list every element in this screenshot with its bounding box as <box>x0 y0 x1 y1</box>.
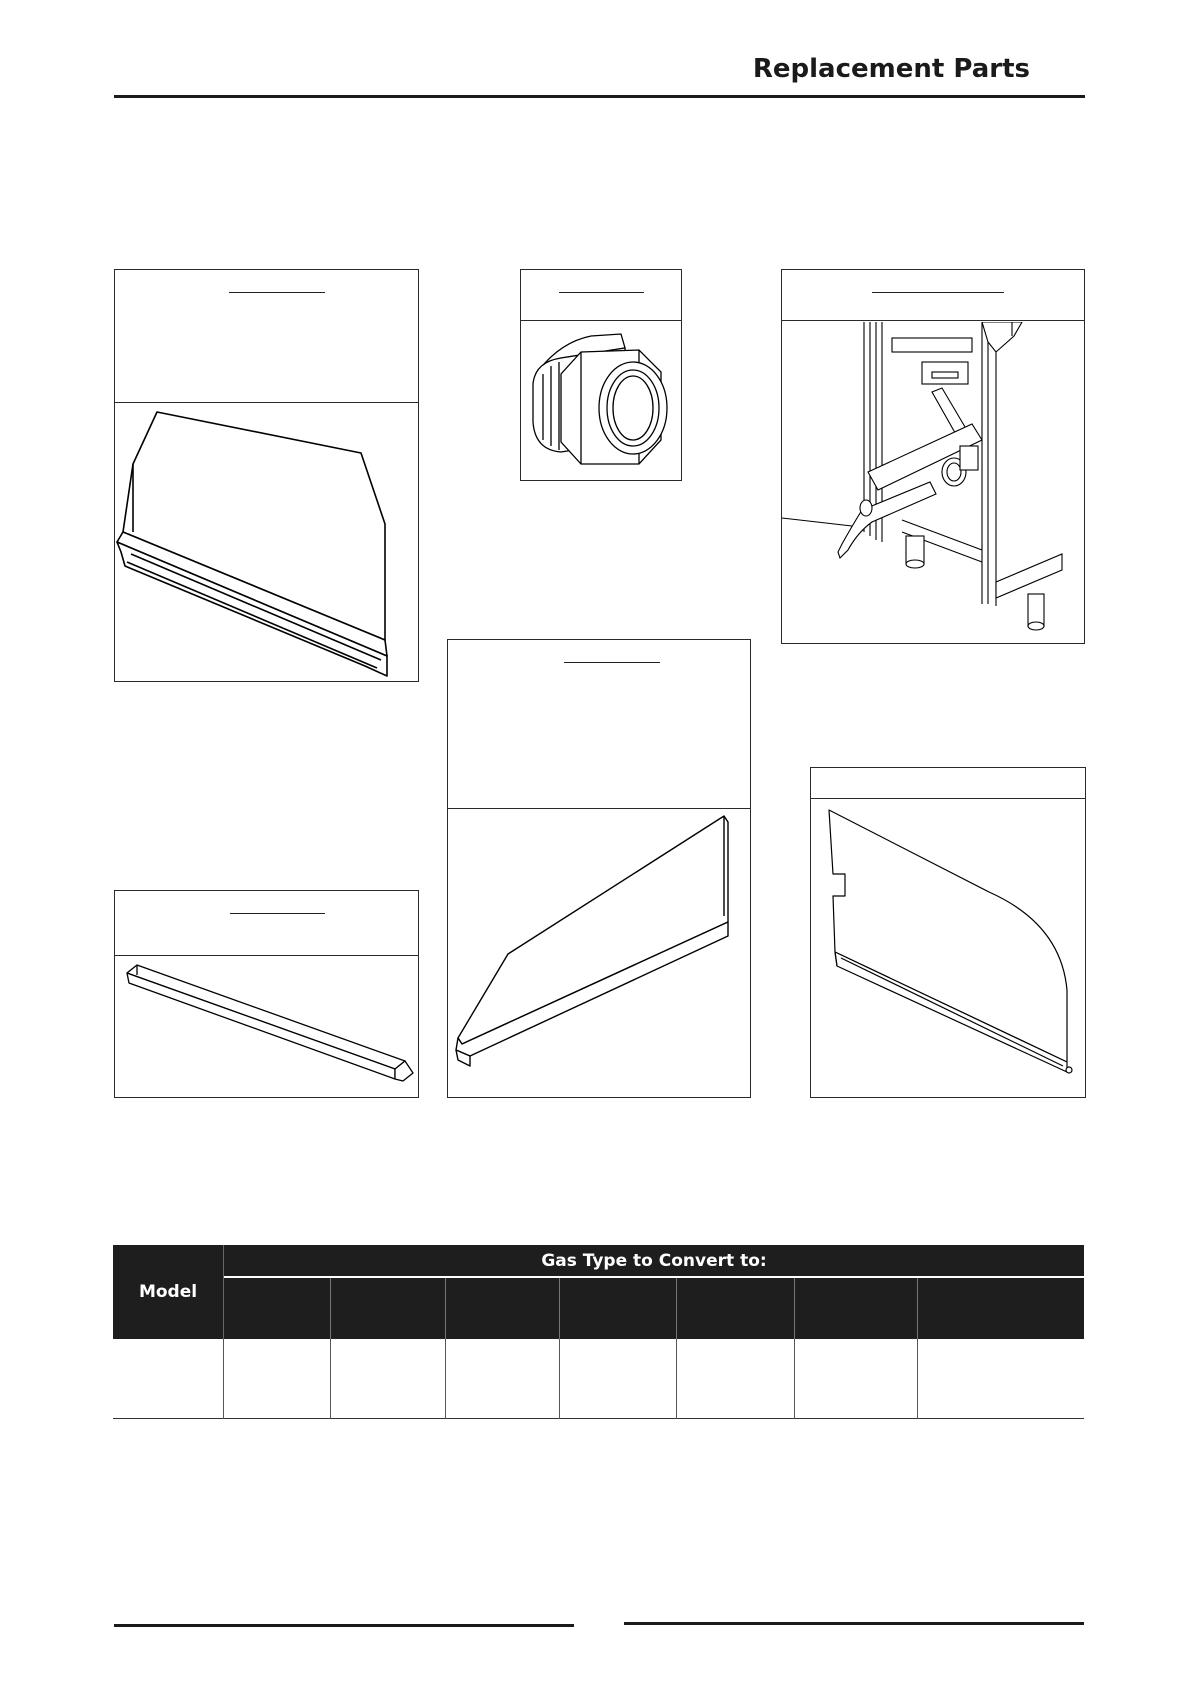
side-panel-angled-drawing-icon <box>448 810 750 1096</box>
row-col-separator <box>794 1339 795 1419</box>
subheader-col-separator <box>917 1278 918 1339</box>
drain-valve-assembly-drawing-icon <box>782 322 1084 642</box>
footer-rule-right <box>624 1622 1084 1625</box>
bulkhead-fitting-drawing-icon <box>521 322 681 480</box>
row-col-separator <box>676 1339 677 1419</box>
table-row <box>113 1339 1084 1419</box>
row-col-separator <box>223 1339 224 1419</box>
part-label-underline <box>872 292 1004 293</box>
row-col-separator <box>330 1339 331 1419</box>
side-panel-rounded-drawing-icon <box>811 800 1085 1096</box>
trim-angle-strip-drawing-icon <box>115 957 417 1095</box>
gas-type-group-header <box>224 1245 1084 1276</box>
part-label-underline <box>230 913 325 914</box>
part-box-divider <box>115 955 418 956</box>
row-col-separator <box>445 1339 446 1419</box>
gas-type-group-label: Gas Type to Convert to: <box>541 1250 767 1271</box>
part-box-front-splash <box>114 269 419 682</box>
part-box-fitting <box>520 269 682 481</box>
subheader-col-separator <box>676 1278 677 1339</box>
part-box-divider <box>782 320 1084 321</box>
header-separator <box>223 1245 224 1339</box>
model-header-label: Model <box>138 1282 198 1302</box>
part-box-side-panel-angled <box>447 639 751 1098</box>
footer-rule-left <box>114 1624 574 1627</box>
gas-conversion-table <box>113 1245 1084 1419</box>
subheader-col-separator <box>330 1278 331 1339</box>
part-box-divider <box>448 808 750 809</box>
subheader-col-separator <box>445 1278 446 1339</box>
row-col-separator <box>559 1339 560 1419</box>
subheader-col-separator <box>794 1278 795 1339</box>
front-splash-panel-drawing-icon <box>115 404 417 680</box>
part-label-underline <box>564 662 660 663</box>
header-rule <box>114 95 1085 98</box>
model-header <box>113 1245 223 1339</box>
part-box-divider <box>811 798 1085 799</box>
part-label-underline <box>559 292 644 293</box>
page-title: Replacement Parts <box>752 54 1030 84</box>
part-box-divider <box>115 402 418 403</box>
row-col-separator <box>917 1339 918 1419</box>
part-label-underline <box>229 292 325 293</box>
part-box-divider <box>521 320 681 321</box>
part-box-side-panel-rounded <box>810 767 1086 1098</box>
gas-type-subheader-row <box>224 1278 1084 1339</box>
subheader-col-separator <box>559 1278 560 1339</box>
part-box-trim-strip <box>114 890 419 1098</box>
part-box-drain-valve <box>781 269 1085 644</box>
